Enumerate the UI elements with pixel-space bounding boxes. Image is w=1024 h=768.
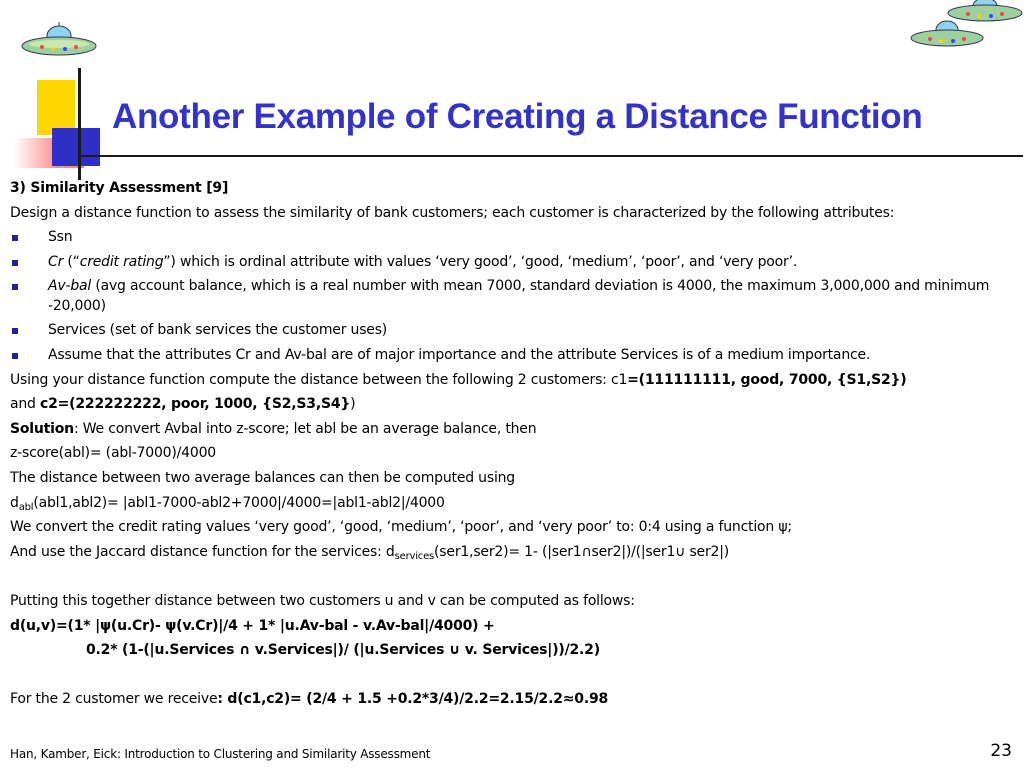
question-line-2	[10, 392, 1020, 417]
text-fragment: Using your distance function compute the distance between the following 2 customers: c1	[10, 371, 628, 388]
attr-fullname: credit rating	[79, 253, 164, 270]
text-fragment: ;	[787, 519, 792, 536]
result-value: : d(c1,c2)= (2/4 + 1.5 +0.2*3/4)/2.2=2.15/2.2≈0.98	[217, 691, 609, 708]
result-line	[10, 687, 1020, 712]
solution-label: Solution	[10, 420, 74, 437]
text-fragment: For the 2 customer we receive	[10, 691, 218, 708]
dabl-formula	[10, 491, 1020, 516]
bullet-square-icon	[12, 328, 18, 334]
page-number: 23	[990, 741, 1012, 761]
ufo-icon	[20, 22, 98, 62]
jaccard-line	[10, 540, 1020, 565]
slide-title: Another Example of Creating a Distance Function	[112, 97, 923, 136]
text-fragment: We convert the credit rating values ‘very good’, ‘good, ‘medium’, ‘poor’, and ‘very poor’ to: 0:4 using a function	[10, 519, 779, 536]
bullet-square-icon	[12, 235, 18, 241]
list-item	[10, 225, 1020, 250]
decor-blue-square	[52, 128, 100, 166]
spacer	[10, 564, 1020, 589]
section-heading: 3) Similarity Assessment [9]	[10, 180, 229, 196]
decor-vertical-line	[78, 68, 81, 180]
footer-text: Han, Kamber, Eick: Introduction to Clustering and Similarity Assessment	[10, 747, 431, 761]
title-underline	[78, 155, 1023, 157]
customer-c2: c2=(222222222, poor, 1000, {S2,S3,S4}	[40, 396, 351, 413]
question-line-1	[10, 368, 1020, 393]
formula-line-2: 0.2* (1-(|u.Services ∩ v.Services|)/ (|u.Services ∪ v. Services|))/2.2)	[86, 642, 600, 659]
bullet-text: (avg account balance, which is a real number with mean 7000, standard deviation is 4000, the maximum 3,000,000 and minimum -20,000)	[48, 278, 990, 315]
text-fragment: (“	[63, 253, 80, 270]
ufo-icon	[908, 20, 986, 50]
subscript: abl	[18, 501, 34, 513]
text-fragment: : We convert Avbal into z-score; let abl be an average balance, then	[73, 420, 537, 437]
attr-name: Cr	[48, 253, 64, 270]
text-fragment: (ser1,ser2)= 1- (|ser1∩ser2|)/(|ser1∪ ser2|)	[434, 543, 730, 560]
customer-c1: =(111111111, good, 7000, {S1,S2})	[627, 371, 907, 388]
spacer	[10, 663, 1020, 688]
bullet-text: Ssn	[48, 229, 73, 246]
decor-yellow-square	[37, 80, 75, 135]
slide-body	[10, 176, 1020, 712]
solution-line	[10, 417, 1020, 442]
intro-text: Design a distance function to assess the similarity of bank customers; each customer is characterized by the following attributes:	[10, 204, 895, 221]
text-fragment: )	[350, 396, 356, 413]
bullet-text: Assume that the attributes Cr and Av-bal are of major importance and the attribute Services is of a medium importance.	[48, 346, 871, 363]
list-item	[10, 274, 1020, 318]
combine-line: Putting this together distance between two customers u and v can be computed as follows:	[10, 592, 635, 609]
zscore-line: z-score(abl)= (abl-7000)/4000	[10, 445, 216, 462]
list-item	[10, 318, 1020, 343]
bullet-text: Services (set of bank services the customer uses)	[48, 322, 388, 339]
bullet-square-icon	[12, 353, 18, 359]
psi-symbol: ψ	[778, 519, 788, 536]
list-item	[10, 250, 1020, 275]
text-fragment: And use the Jaccard distance function for the services: d	[10, 543, 395, 560]
text-fragment: and	[10, 396, 40, 413]
attr-name: Av-bal	[48, 278, 92, 295]
distance-intro-line: The distance between two average balances can then be computed using	[10, 469, 515, 486]
list-item	[10, 343, 1020, 368]
formula-line-1: d(u,v)=(1* |ψ(u.Cr)- ψ(v.Cr)|/4 + 1* |u.Av-bal - v.Av-bal|/4000) +	[10, 617, 495, 634]
subscript: services	[394, 550, 435, 562]
text-fragment: d	[10, 494, 19, 511]
bullet-square-icon	[12, 260, 18, 266]
text-fragment: (abl1,abl2)= |abl1-7000-abl2+7000|/4000=|abl1-abl2|/4000	[33, 494, 445, 511]
bullet-square-icon	[12, 284, 18, 290]
bullet-text: ”) which is ordinal attribute with values ‘very good’, ‘good, ‘medium’, ‘poor’, and ‘very poor’.	[163, 253, 798, 270]
credit-conversion-line	[10, 515, 1020, 540]
